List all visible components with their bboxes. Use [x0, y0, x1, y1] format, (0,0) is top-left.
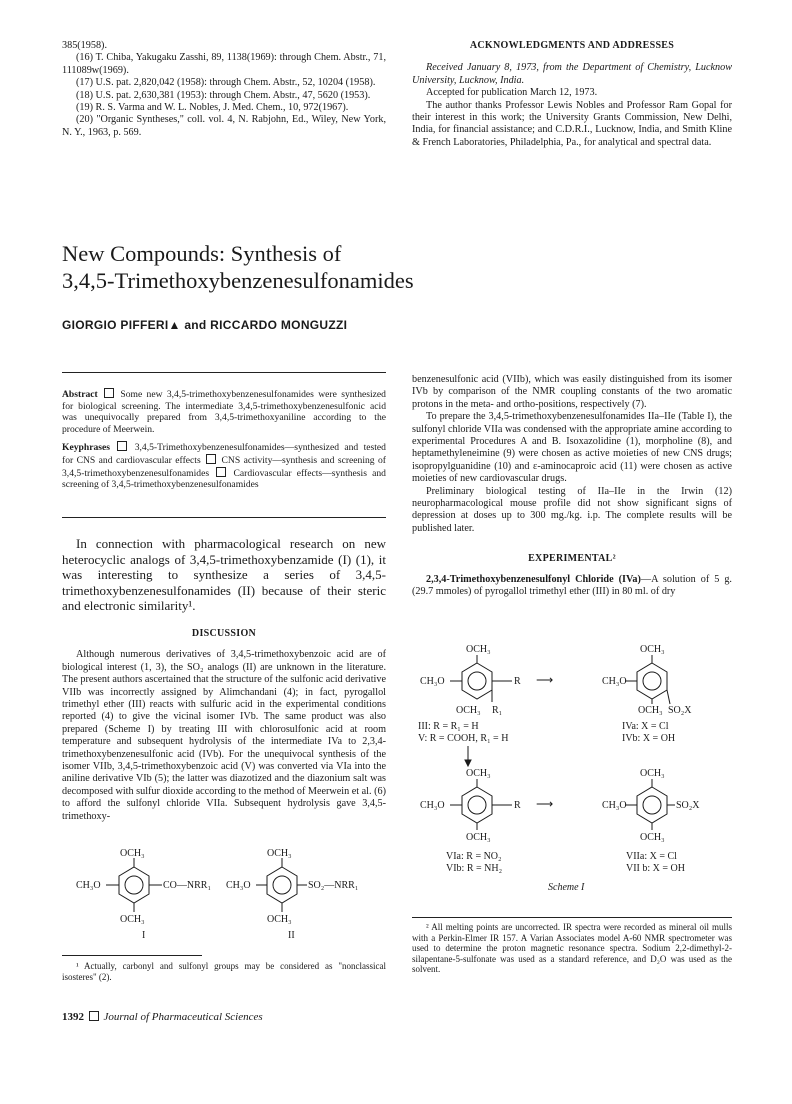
structure-label-ii: II [288, 930, 295, 940]
reference: 385(1958). [62, 40, 107, 51]
experimental-text: —A solution of 5 g. (29.7 mmoles) of pyrogallol trimethyl ether (III) in 80 ml. of dry [412, 573, 732, 598]
svg-text:R: R [514, 800, 521, 811]
keyphrases-label: Keyphrases [62, 442, 110, 454]
ring-circle [125, 876, 143, 894]
och3-label: OCH₃ [267, 848, 292, 859]
keyphrase: Cardiovascular effects—synthesis and screening of 3,4,5-trimethoxybenzenesulfonamides [62, 467, 386, 491]
svg-text:OCH₃: OCH₃ [466, 768, 491, 779]
journal-name: Journal of Pharmaceutical Sciences [103, 1011, 263, 1023]
scheme-ring-vi [420, 768, 521, 843]
svg-text:SO₂X: SO₂X [676, 800, 700, 811]
divider [62, 372, 386, 373]
och3-label: OCH₃ [120, 848, 145, 859]
scheme-ring-vii [602, 768, 700, 843]
box-icon [117, 441, 127, 451]
och3-label: OCH₃ [120, 914, 145, 925]
svg-text:R₁: R₁ [492, 705, 503, 716]
divider [62, 517, 386, 518]
svg-text:CH₃O: CH₃O [420, 800, 445, 811]
article-title [62, 240, 414, 294]
right-column-text [412, 374, 732, 599]
discussion-heading: DISCUSSION [191, 628, 257, 639]
svg-text:CH₃O: CH₃O [420, 676, 445, 687]
reference: (18) U.S. pat. 2,630,381 (1953): through Chem. Abstr., 47, 5620 (1953). [76, 89, 371, 101]
reference: (17) U.S. pat. 2,820,042 (1958): through Chem. Abstr., 52, 10204 (1958). [76, 77, 376, 89]
intro-text: In connection with pharmacological research on new heterocyclic analogs of 3,4,5-trimethoxybenzamide (I) (1), it was interesting to synthesize a series of 3,4,5-trimethoxybenzenesulfonamides (II) because of their steric and electronic similarity¹. [62, 536, 386, 613]
accepted-note: Accepted for publication March 12, 1973. [426, 87, 598, 99]
paragraph: benzenesulfonic acid (VIIb), which was easily distinguished from its isomer IVb by comparison of the NMR coupling constants of the two aromatic protons in the meta- and ortho-positions, respectively (7). [412, 374, 732, 410]
svg-text:SO₂X: SO₂X [668, 705, 692, 716]
author-line: GIORGIO PIFFERI▲ and RICCARDO MONGUZZI [62, 318, 348, 332]
acknowledgments-heading: ACKNOWLEDGMENTS AND ADDRESSES [469, 40, 675, 51]
ch3o-label: CH₃O [76, 880, 101, 891]
ring-circle [468, 796, 486, 814]
discussion-text: Although numerous derivatives of 3,4,5-trimethoxybenzoic acid are of biological interest (1, 3), the SO₂ analogs (II) are unknown in the literature. The present authors ascertained that the structure of the sulfonic acid derivative VIIb was incorrectly assigned by Alimchandani (4); in fact, pyrogallol trimethyl ether (III) reacts with sulfuric acid in the experimental conditions reported (4) to give the vicinal isomer IVb. The same product was also prepared (Scheme I) by treating III with chlorosulfonic acid at room temperature and subsequent hydrolysis of the intermediate IVa to 2,3,4-trimethoxybenzenesulfonic acid (IVb). For the unequivocal synthesis of the isomer VIIb, 3,4,5-trimethoxybenzoic acid (V) was converted via VIa into the aniline derivative VIb (5); the latter was diazotized and the diazonium salt was decomposed with sulfur dioxide according to the method of Meerwein et al. (6) to afford the sulfonyl chloride VIIa. Subsequent hydrolysis gave 3,4,5-trimethoxy- [62, 649, 386, 822]
structure-i [76, 848, 211, 940]
ch3o-label: CH₃O [226, 880, 251, 891]
title-line: New Compounds: Synthesis of [62, 241, 342, 266]
keyphrase: 3,4,5-Trimethoxybenzenesulfonamides—synthesized and tested for CNS and cardiovascular effects [62, 442, 386, 466]
abstract-label: Abstract [62, 389, 98, 400]
scheme-ring-iii [420, 644, 521, 716]
title-line: 3,4,5-Trimethoxybenzenesulfonamides [62, 268, 414, 293]
ring-circle [273, 876, 291, 894]
footnote-text: ¹ Actually, carbonyl and sulfonyl groups may be considered as "nonclassical isosteres" (2). [62, 961, 386, 982]
abstract-block [62, 388, 386, 491]
experimental-heading: EXPERIMENTAL² [528, 553, 616, 565]
compound-label: IVa: X = Cl [622, 721, 669, 732]
compound-label: V: R = COOH, R₁ = H [418, 733, 509, 744]
structures-figure [62, 842, 386, 940]
scheme-ring-iv [602, 644, 692, 716]
footnote-2 [412, 922, 732, 975]
compound-label: VII b: X = OH [626, 863, 685, 874]
svg-text:R: R [514, 676, 521, 687]
structure-label-i: I [142, 930, 146, 940]
structure-ii [226, 848, 358, 940]
svg-text:OCH₃: OCH₃ [640, 768, 665, 779]
thanks-note: The author thanks Professor Lewis Nobles and Professor Ram Gopal for their interest in this work; the University Grants Commission, New Delhi, India, for financial assistance; and C.D.R.I., Lucknow, India, and Smith Kline & French Laboratories, Philadelphia, Pa., for analytical and spectral data. [412, 99, 732, 148]
svg-text:OCH₃: OCH₃ [638, 705, 663, 716]
box-icon [89, 1011, 99, 1021]
scheme-i-figure [412, 640, 732, 900]
compound-label: IVb: X = OH [622, 733, 676, 744]
compound-label: VIIa: X = Cl [626, 851, 677, 862]
page-footer [62, 1011, 263, 1023]
compound-label: VIa: R = NO₂ [446, 851, 502, 862]
svg-text:CH₃O: CH₃O [602, 676, 627, 687]
discussion-block [62, 628, 386, 823]
svg-text:OCH₃: OCH₃ [466, 644, 491, 655]
ring-circle [643, 796, 661, 814]
reference: (20) "Organic Syntheses," coll. vol. 4, N. Rabjohn, Ed., Wiley, New York, N. Y., 1963, p. 569. [62, 114, 386, 138]
so2-nrr-label: SO₂—NRR₁ [308, 880, 359, 891]
footnote-text: ² All melting points are uncorrected. IR spectra were recorded as mineral oil mulls with a Perkin-Elmer IR 157. A Varian Associates model A-60 NMR spectrometer was used to determine the proton magnetic resonance spectra. Sodium 2,2-dimethyl-2-silapentane-5-sulfonate was used as a standard reference, and D₂O was used as the solvent. [412, 922, 732, 975]
keyphrase: CNS activity—synthesis and screening of 3,4,5-trimethoxybenzenesulfonamides [62, 454, 386, 479]
received-note: Received January 8, 1973, from the Department of Chemistry, Lucknow University, Lucknow, India. [412, 62, 732, 86]
reference: (16) T. Chiba, Yakugaku Zasshi, 89, 1138(1969): through Chem. Abstr., 71, 111089w(1969). [62, 52, 386, 76]
abstract-text: Some new 3,4,5-trimethoxybenzenesulfonamides were synthesized for biological screening. The intermediate 3,4,5-trimethoxybenzenesulfonic acid was unequivocally prepared from 3,4,5-trimethoxyaniline according to the procedure of Meerwein. [62, 389, 386, 435]
box-icon [216, 467, 226, 477]
ring-circle [468, 672, 486, 690]
svg-text:CH₃O: CH₃O [602, 800, 627, 811]
och3-label: OCH₃ [267, 914, 292, 925]
acknowledgments-block [412, 40, 732, 149]
svg-text:OCH₃: OCH₃ [456, 705, 481, 716]
scheme-caption: Scheme I [548, 882, 585, 893]
paragraph: Preliminary biological testing of IIa–IIe in the Irwin (12) neuropharmacological mouse profile did not show significant signs of depression at doses up to 300 mg./kg. i.p. The complete results will be published later. [412, 485, 732, 534]
compound-label: III: R = R₁ = H [418, 721, 479, 732]
svg-text:OCH₃: OCH₃ [640, 832, 665, 843]
svg-text:OCH₃: OCH₃ [466, 832, 491, 843]
references-block [62, 40, 386, 139]
box-icon [104, 388, 114, 398]
svg-text:OCH₃: OCH₃ [640, 644, 665, 655]
compound-label: VIb: R = NH₂ [446, 863, 503, 874]
footnote-rule [412, 917, 732, 918]
footnote-rule [62, 955, 202, 956]
page-number: 1392 [62, 1011, 84, 1023]
co-nrr-label: CO—NRR₁ [163, 880, 211, 891]
intro-block [62, 536, 386, 614]
footnote-1 [62, 961, 386, 982]
ring-circle [643, 672, 661, 690]
compound-heading: 2,3,4-Trimethoxybenzenesulfonyl Chloride (IVa) [426, 573, 641, 585]
arrow-right-icon: ⟶ [536, 673, 554, 687]
arrow-right-icon: ⟶ [536, 797, 554, 811]
reference: (19) R. S. Varma and W. L. Nobles, J. Med. Chem., 10, 972(1967). [76, 102, 349, 114]
box-icon [206, 454, 216, 464]
paragraph: To prepare the 3,4,5-trimethoxybenzenesulfonamides IIa–IIe (Table I), the sulfonyl chloride VIIa was condensed with the appropriate amine according to experimental Procedures A and B. Isoxazolidine (1), morpholine (8), and heptamethyleneimine (9) were chosen as active moieties of new CNS drugs; isopropylguanidine (10) and ε-aminocaproic acid (11) were chosen as active moieties of new cardiovascular drugs. [412, 411, 732, 485]
